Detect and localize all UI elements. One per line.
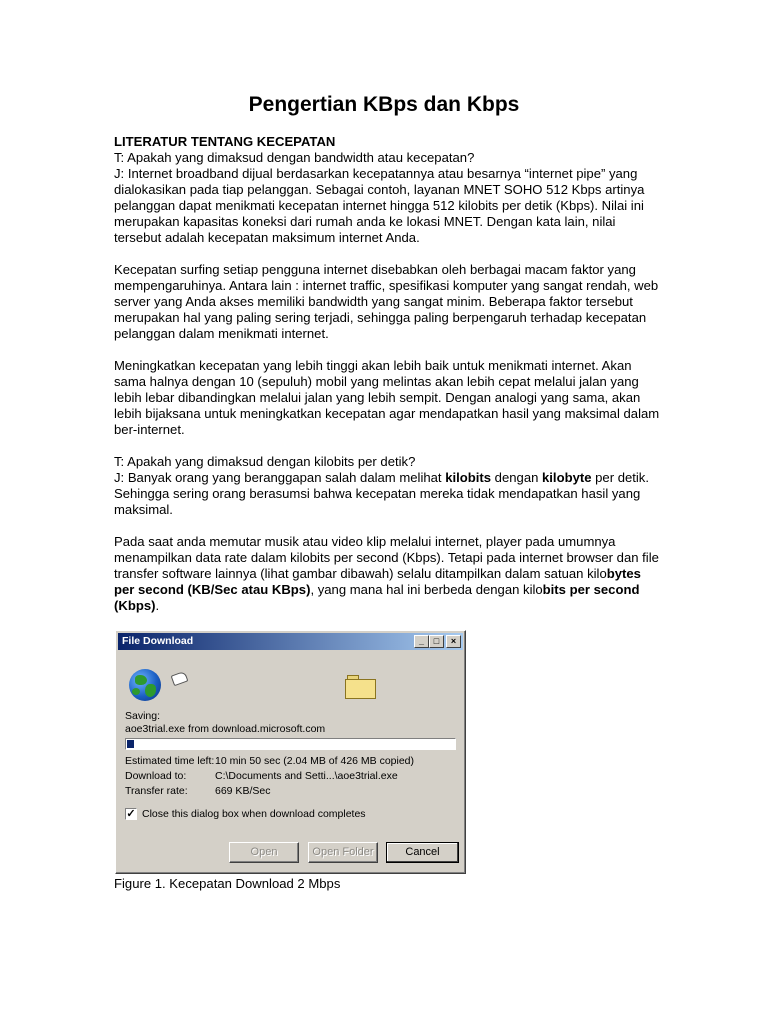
answer-1: J: Internet broadband dijual berdasarkan kecepatannya atau besarnya “internet pipe” yang dialokasikan pada tiap pelanggan. Sebagai contoh, layanan MNET SOHO 512 Kbps artinya pelanggan dapat menikmati kecepatan internet hingga 512 kilobits per detik (Kbps). Nilai ini merupakan kapasitas koneksi dari rumah anda ke lokasi MNET. Dengan kata lain, nilai tersebut adalah kecepatan maksimum internet Anda. [114, 166, 645, 245]
saving-file: aoe3trial.exe from download.microsoft.com [125, 723, 326, 735]
question-2: T: Apakah yang dimaksud dengan kilobits per detik? [114, 454, 416, 469]
file-download-dialog [115, 630, 466, 874]
dialog-title: File Download [122, 635, 194, 647]
figure-caption: Figure 1. Kecepatan Download 2 Mbps [114, 876, 341, 891]
globe-icon [129, 669, 161, 701]
open-button[interactable]: Open [229, 842, 299, 863]
paragraph-2: Kecepatan surfing setiap pengguna internet disebabkan oleh berbagai macam faktor yang mempengaruhinya. Antara lain : internet traffic, spesifikasi komputer yang sangat rendah, web server yang Anda akses memiliki bandwidth yang sangat minim. Beberapa faktor tersebut merupakan hal yang paling sering terjadi, sehingga paling berpengaruh terhadap kecepatan pelanggan dalam menikmati internet. [114, 262, 659, 341]
question-1: T: Apakah yang dimaksud dengan bandwidth atau kecepatan? [114, 150, 475, 165]
answer-2: J: Banyak orang yang beranggapan salah dalam melihat kilobits dengan kilobyte per detik. Sehingga sering orang berasumsi bahwa kecepatan mereka tidak mendapatkan hasil yang maksimal. [114, 470, 649, 517]
time-left-value: 10 min 50 sec (2.04 MB of 426 MB copied) [215, 755, 415, 767]
download-to-value: C:\Documents and Setti...\aoe3trial.exe [215, 770, 398, 782]
cancel-button[interactable]: Cancel [386, 842, 459, 863]
download-progress-bar [125, 738, 456, 750]
close-when-complete-checkbox[interactable]: ✓ [126, 808, 136, 820]
close-button[interactable]: × [446, 635, 461, 648]
saving-label: Saving: [125, 710, 161, 722]
close-when-complete-label[interactable]: Close this dialog box when download completes [142, 808, 366, 820]
section-heading: LITERATUR TENTANG KECEPATAN [114, 134, 336, 149]
maximize-button[interactable]: □ [429, 635, 444, 648]
dialog-titlebar[interactable] [118, 633, 463, 650]
time-left-label: Estimated time left: [125, 755, 215, 767]
paragraph-5: Pada saat anda memutar musik atau video klip melalui internet, player pada umumnya menampilkan data rate dalam kilobits per second (Kbps). Tetapi pada internet browser dan file transfer software lainnya (lihat gambar dibawah) selalu ditampilkan dalam satuan kilobytes per second (KB/Sec atau KBps), yang mana hal ini berbeda dengan kilobits per second (Kbps). [114, 534, 659, 613]
folder-icon [345, 675, 376, 699]
document-title: Pengertian KBps dan Kbps [248, 93, 520, 116]
transfer-rate-value: 669 KB/Sec [215, 785, 271, 797]
open-folder-button[interactable]: Open Folder [308, 842, 378, 863]
titlebar-buttons [414, 635, 461, 648]
document-body [114, 134, 662, 630]
transfer-rate-label: Transfer rate: [125, 785, 188, 797]
minimize-button[interactable]: _ [414, 635, 429, 648]
paragraph-3: Meningkatkan kecepatan yang lebih tinggi akan lebih baik untuk menikmati internet. Akan sama halnya dengan 10 (sepuluh) mobil yang melintas akan lebih cepat melalui jalan yang lebih lebar dibandingkan melalui jalan yang lebih sempit. Dengan analogi yang sama, akan lebih bijaksana untuk meningkatkan kecepatan agar mendapatkan hasil yang maksimal dalam ber-internet. [114, 358, 660, 437]
download-to-label: Download to: [125, 770, 187, 782]
flying-paper-icon [171, 671, 189, 686]
progress-fill [127, 740, 134, 748]
